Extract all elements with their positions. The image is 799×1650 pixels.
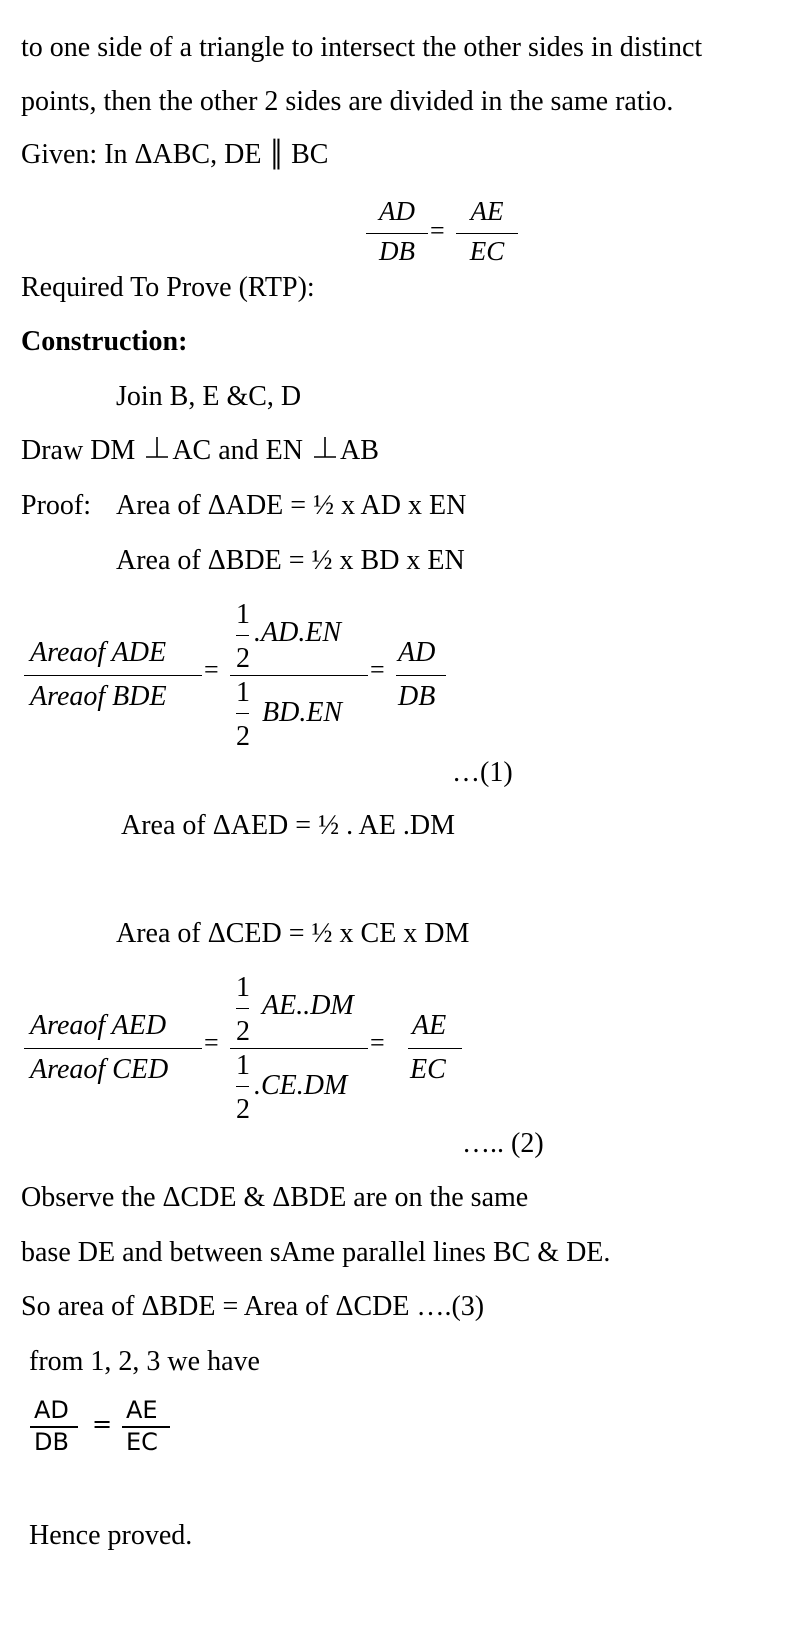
ratio1-half-num-2: 1 (236, 677, 250, 708)
final-num-1: AD (34, 1396, 69, 1424)
ratio2-half-den-1: 2 (236, 1016, 250, 1047)
area-ced: Area of ΔCED = ½ x CE x DM (116, 918, 470, 949)
ratio1-rhs-den: DB (398, 681, 436, 712)
observe-line-2: base DE and between sAme parallel lines BC & DE. (21, 1237, 611, 1268)
rtp-fraction (360, 196, 520, 276)
ratio2-half-num-2: 1 (236, 1050, 250, 1081)
perpendicular-icon (144, 435, 170, 461)
given-prefix: Given: In ΔABC, DE (21, 139, 262, 170)
ratio2-reference: ….. (2) (462, 1128, 544, 1159)
ratio1-rhs-num: AD (398, 637, 436, 668)
ratio2-mid-den: .CE.DM (254, 1070, 348, 1101)
intro-line-1: to one side of a triangle to intersect the other sides in distinct (21, 32, 703, 63)
area-aed: Area of ΔAED = ½ . AE .DM (121, 810, 455, 841)
final-den-1: DB (34, 1428, 69, 1456)
ratio2-half-num-1: 1 (236, 972, 250, 1003)
ratio2-equals-1: = (204, 1028, 219, 1057)
rtp-den-2: EC (469, 236, 505, 266)
intro-line-2: points, then the other 2 sides are divided in the same ratio. (21, 86, 674, 117)
observe-line-3: So area of ΔBDE = Area of ΔCDE ….(3) (21, 1291, 485, 1322)
ratio2-rhs-num: AE (412, 1010, 447, 1041)
ratio2-rhs-den: EC (410, 1054, 446, 1085)
ratio1-half-den-1: 2 (236, 643, 250, 674)
ratio1-half-num-1: 1 (236, 599, 250, 630)
parallel-symbol: ║ (268, 140, 285, 170)
ratio1-lhs-num: Areaof ADE (30, 637, 167, 668)
rtp-num-1: AD (379, 196, 415, 226)
rtp-fraction-left (366, 196, 428, 270)
construction-join: Join B, E &C, D (116, 381, 302, 412)
rtp-den-1: DB (379, 236, 415, 266)
ratio1-equals-1: = (204, 655, 219, 684)
given-suffix: BC (291, 139, 329, 170)
given-line (21, 139, 328, 171)
rtp-fraction-right (456, 196, 518, 270)
conclusion: Hence proved. (29, 1520, 193, 1551)
rtp-equals: = (430, 216, 445, 245)
ratio1-reference: …(1) (452, 757, 513, 788)
ratio2-lhs-den: Areaof CED (30, 1054, 169, 1085)
draw-suffix: AB (339, 435, 379, 466)
ratio2-lhs-num: Areaof AED (30, 1010, 167, 1041)
construction-draw (21, 435, 379, 467)
ratio1-mid-den: BD.EN (262, 697, 343, 728)
observe-line-1: Observe the ΔCDE & ΔBDE are on the same (21, 1182, 529, 1213)
proof-label: Proof: (21, 490, 91, 521)
draw-prefix: Draw DM (21, 435, 136, 466)
perpendicular-icon (312, 435, 338, 461)
ratio2-mid-num: AE..DM (262, 990, 354, 1021)
construction-heading: Construction: (21, 326, 188, 357)
final-den-2: EC (126, 1428, 158, 1456)
ratio1-half-den-2: 2 (236, 721, 250, 752)
ratio2-equals-2: = (370, 1028, 385, 1057)
rtp-num-2: AE (470, 196, 504, 226)
ratio1-equals-2: = (370, 655, 385, 684)
draw-mid: AC and EN (172, 435, 303, 466)
proof-line-1: Area of ΔADE = ½ x AD x EN (116, 490, 467, 521)
final-fraction (30, 1396, 190, 1460)
ratio-1 (24, 595, 564, 755)
proof-line-2: Area of ΔBDE = ½ x BD x EN (116, 545, 465, 576)
ratio2-half-den-2: 2 (236, 1094, 250, 1125)
observe-line-4: from 1, 2, 3 we have (29, 1346, 260, 1377)
ratio-2 (24, 968, 564, 1128)
ratio1-mid-num: .AD.EN (254, 617, 342, 648)
final-equals: = (92, 1410, 113, 1438)
rtp-label: Required To Prove (RTP): (21, 272, 315, 303)
final-num-2: AE (126, 1396, 158, 1424)
ratio1-lhs-den: Areaof BDE (30, 681, 167, 712)
